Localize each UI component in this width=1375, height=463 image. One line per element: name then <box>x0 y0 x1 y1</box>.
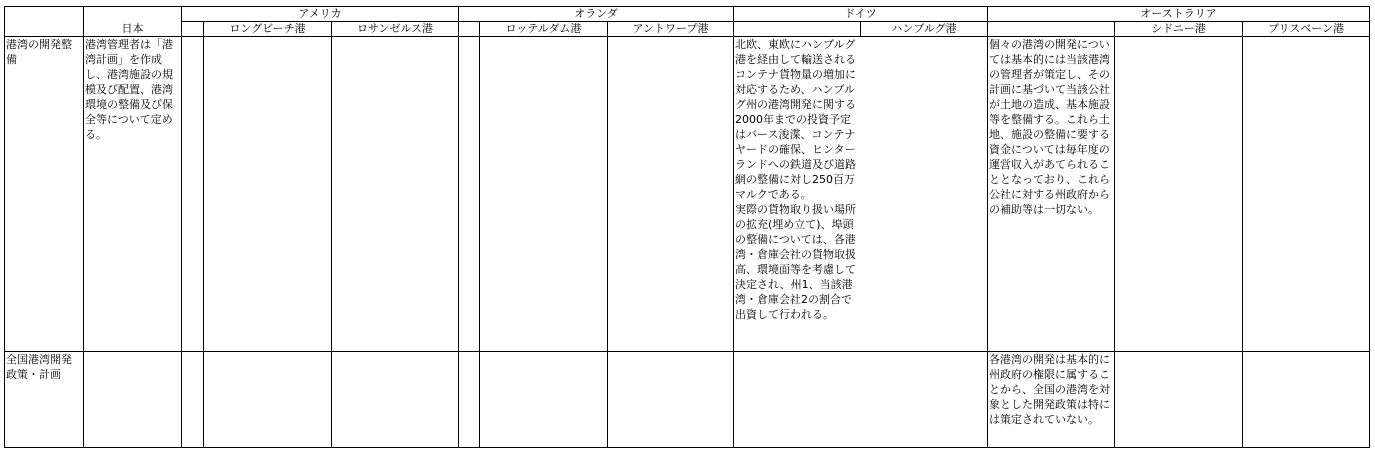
header-country-australia: オーストラリア <box>988 7 1370 22</box>
header-country-row <box>5 7 1370 22</box>
header-country-germany: ドイツ <box>734 7 988 22</box>
cell-los-angeles <box>332 37 459 352</box>
cell-japan <box>84 352 182 448</box>
cell-los-angeles <box>332 352 459 448</box>
cell-long-beach <box>204 352 332 448</box>
header-port-long-beach: ロングビーチ港 <box>204 22 332 37</box>
header-port-sydney: シドニー港 <box>1115 22 1243 37</box>
cell-usa-spacer <box>182 352 204 448</box>
header-country-netherlands: オランダ <box>459 7 734 22</box>
cell-rotterdam <box>480 37 608 352</box>
cell-brisbane <box>1243 37 1370 352</box>
cell-long-beach <box>204 37 332 352</box>
header-australia-spacer <box>988 22 1115 37</box>
header-germany-spacer <box>734 22 861 37</box>
cell-antwerp <box>608 37 734 352</box>
cell-rotterdam <box>480 352 608 448</box>
row-label: 港湾の開発整備 <box>5 37 84 352</box>
row-label: 全国港湾開発政策・計画 <box>5 352 84 448</box>
header-netherlands-spacer <box>459 22 480 37</box>
header-corner-lower <box>5 22 84 37</box>
header-country-usa: アメリカ <box>182 7 459 22</box>
header-port-brisbane: ブリスベーン港 <box>1243 22 1370 37</box>
cell-netherlands-spacer <box>459 37 480 352</box>
cell-japan: 港湾管理者は「港湾計画」を作成し、港湾施設の規模及び配置、港湾環境の整備及び保全等について定める。 <box>84 37 182 352</box>
header-port-hamburg: ハンブルグ港 <box>861 22 988 37</box>
port-comparison-table <box>4 6 1370 448</box>
cell-antwerp <box>608 352 734 448</box>
cell-hamburg <box>861 352 988 448</box>
header-port-rotterdam: ロッテルダム港 <box>480 22 608 37</box>
table-row <box>5 37 1370 352</box>
cell-brisbane <box>1243 352 1370 448</box>
cell-hamburg <box>861 37 988 352</box>
header-port-los-angeles: ロサンゼルス港 <box>332 22 459 37</box>
header-port-antwerp: アントワープ港 <box>608 22 734 37</box>
cell-sydney <box>1115 352 1243 448</box>
cell-germany <box>734 352 861 448</box>
cell-australia: 各港湾の開発は基本的に州政府の権限に属することから、全国の港湾を対象とした開発政策は特には策定されていない。 <box>988 352 1115 448</box>
header-country-japan: 日本 <box>84 22 182 37</box>
cell-netherlands-spacer <box>459 352 480 448</box>
cell-germany: 北欧、東欧にハンブルグ港を経由して輸送されるコンテナ貨物量の増加に対応するため、ハンブルグ州の港湾開発に関する2000年までの投資予定はバース浚渫、コンテナヤードの確保、ヒンターランドへの鉄道及び道路網の整備に対し250百万マルクである。 実際の貨物取り扱い場所の拡充(埋め立て)、埠頭の整備については、各港湾・倉庫会社の貨物取扱高、環境面等を考慮して決定され、州1、当該港湾・倉庫会社2の割合で出資して行われる。 <box>734 37 861 352</box>
cell-sydney <box>1115 37 1243 352</box>
header-corner <box>5 7 84 22</box>
header-usa-spacer <box>182 22 204 37</box>
table-row <box>5 352 1370 448</box>
header-port-row <box>5 22 1370 37</box>
cell-usa-spacer <box>182 37 204 352</box>
cell-australia: 個々の港湾の開発については基本的には当該港湾の管理者が策定し、その計画に基づいて当該公社が土地の造成、基本施設等を整備する。これら土地、施設の整備に要する資金については毎年度の運営収入があてられることとなっており、これら公社に対する州政府からの補助等は一切ない。 <box>988 37 1115 352</box>
header-japan-top <box>84 7 182 22</box>
